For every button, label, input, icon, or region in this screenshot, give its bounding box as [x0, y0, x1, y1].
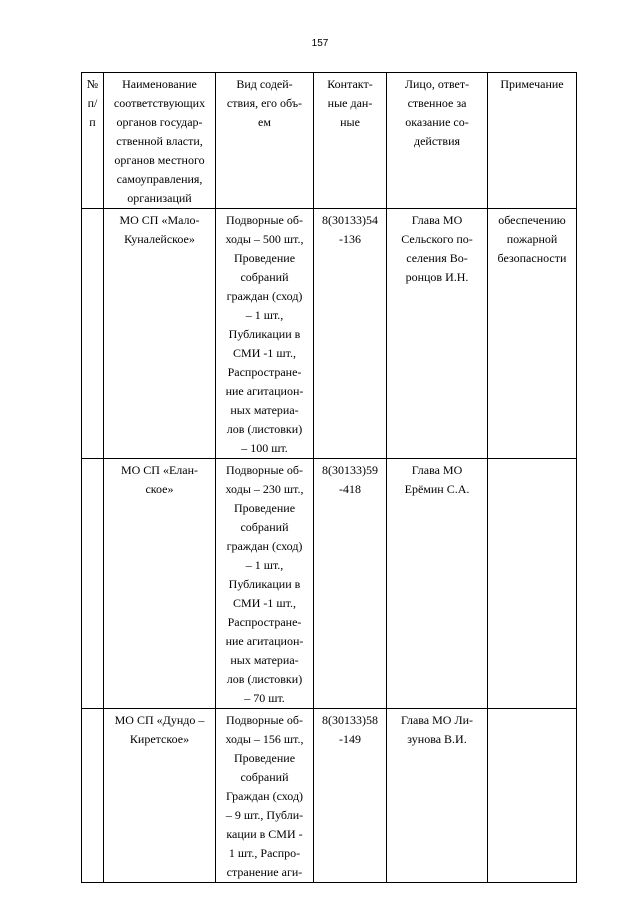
- cell-organization: МО СП «Мало- Куналейское»: [104, 209, 216, 459]
- cell-contact: 8(30133)59 -418: [314, 459, 387, 709]
- header-responsible-person: Лицо, ответ- ственное за оказание со- действия: [387, 73, 488, 209]
- cell-note: [488, 709, 577, 883]
- header-organization: Наименование соответствующих органов государ- ственной власти, органов местного самоуправления, организаций: [104, 73, 216, 209]
- header-contact: Контакт- ные дан- ные: [314, 73, 387, 209]
- page-number: 157: [311, 38, 329, 49]
- table-header-row: [82, 73, 577, 209]
- table-row: [82, 709, 577, 883]
- table-row: [82, 459, 577, 709]
- cell-assistance: Подворные об- ходы – 500 шт., Проведение собраний граждан (сход) – 1 шт., Публикации в СМИ -1 шт., Распростране- ние агитацион- ных материа- лов (листовки) – 100 шт.: [216, 209, 314, 459]
- cell-number: [82, 709, 104, 883]
- cell-organization: МО СП «Елан- ское»: [104, 459, 216, 709]
- cell-contact: 8(30133)54 -136: [314, 209, 387, 459]
- cell-number: [82, 459, 104, 709]
- cell-note: обеспечению пожарной безопасности: [488, 209, 577, 459]
- cell-contact: 8(30133)58 -149: [314, 709, 387, 883]
- header-note: Примечание: [488, 73, 577, 209]
- cell-responsible-person: Глава МО Сельского по- селения Во- ронцов И.Н.: [387, 209, 488, 459]
- cell-organization: МО СП «Дундо – Киретское»: [104, 709, 216, 883]
- cell-assistance: Подворные об- ходы – 156 шт., Проведение собраний Граждан (сход) – 9 шт., Публи- кации в СМИ - 1 шт., Распро- странение аги-: [216, 709, 314, 883]
- cell-assistance: Подворные об- ходы – 230 шт., Проведение собраний граждан (сход) – 1 шт., Публикации в СМИ -1 шт., Распростране- ние агитацион- ных материа- лов (листовки) – 70 шт.: [216, 459, 314, 709]
- header-number: № п/ п: [82, 73, 104, 209]
- cell-note: [488, 459, 577, 709]
- table-row: [82, 209, 577, 459]
- header-assistance-type: Вид содей- ствия, его объ- ем: [216, 73, 314, 209]
- cell-number: [82, 209, 104, 459]
- cell-responsible-person: Глава МО Ли- зунова В.И.: [387, 709, 488, 883]
- cell-responsible-person: Глава МО Ерёмин С.А.: [387, 459, 488, 709]
- assistance-table: [81, 72, 577, 883]
